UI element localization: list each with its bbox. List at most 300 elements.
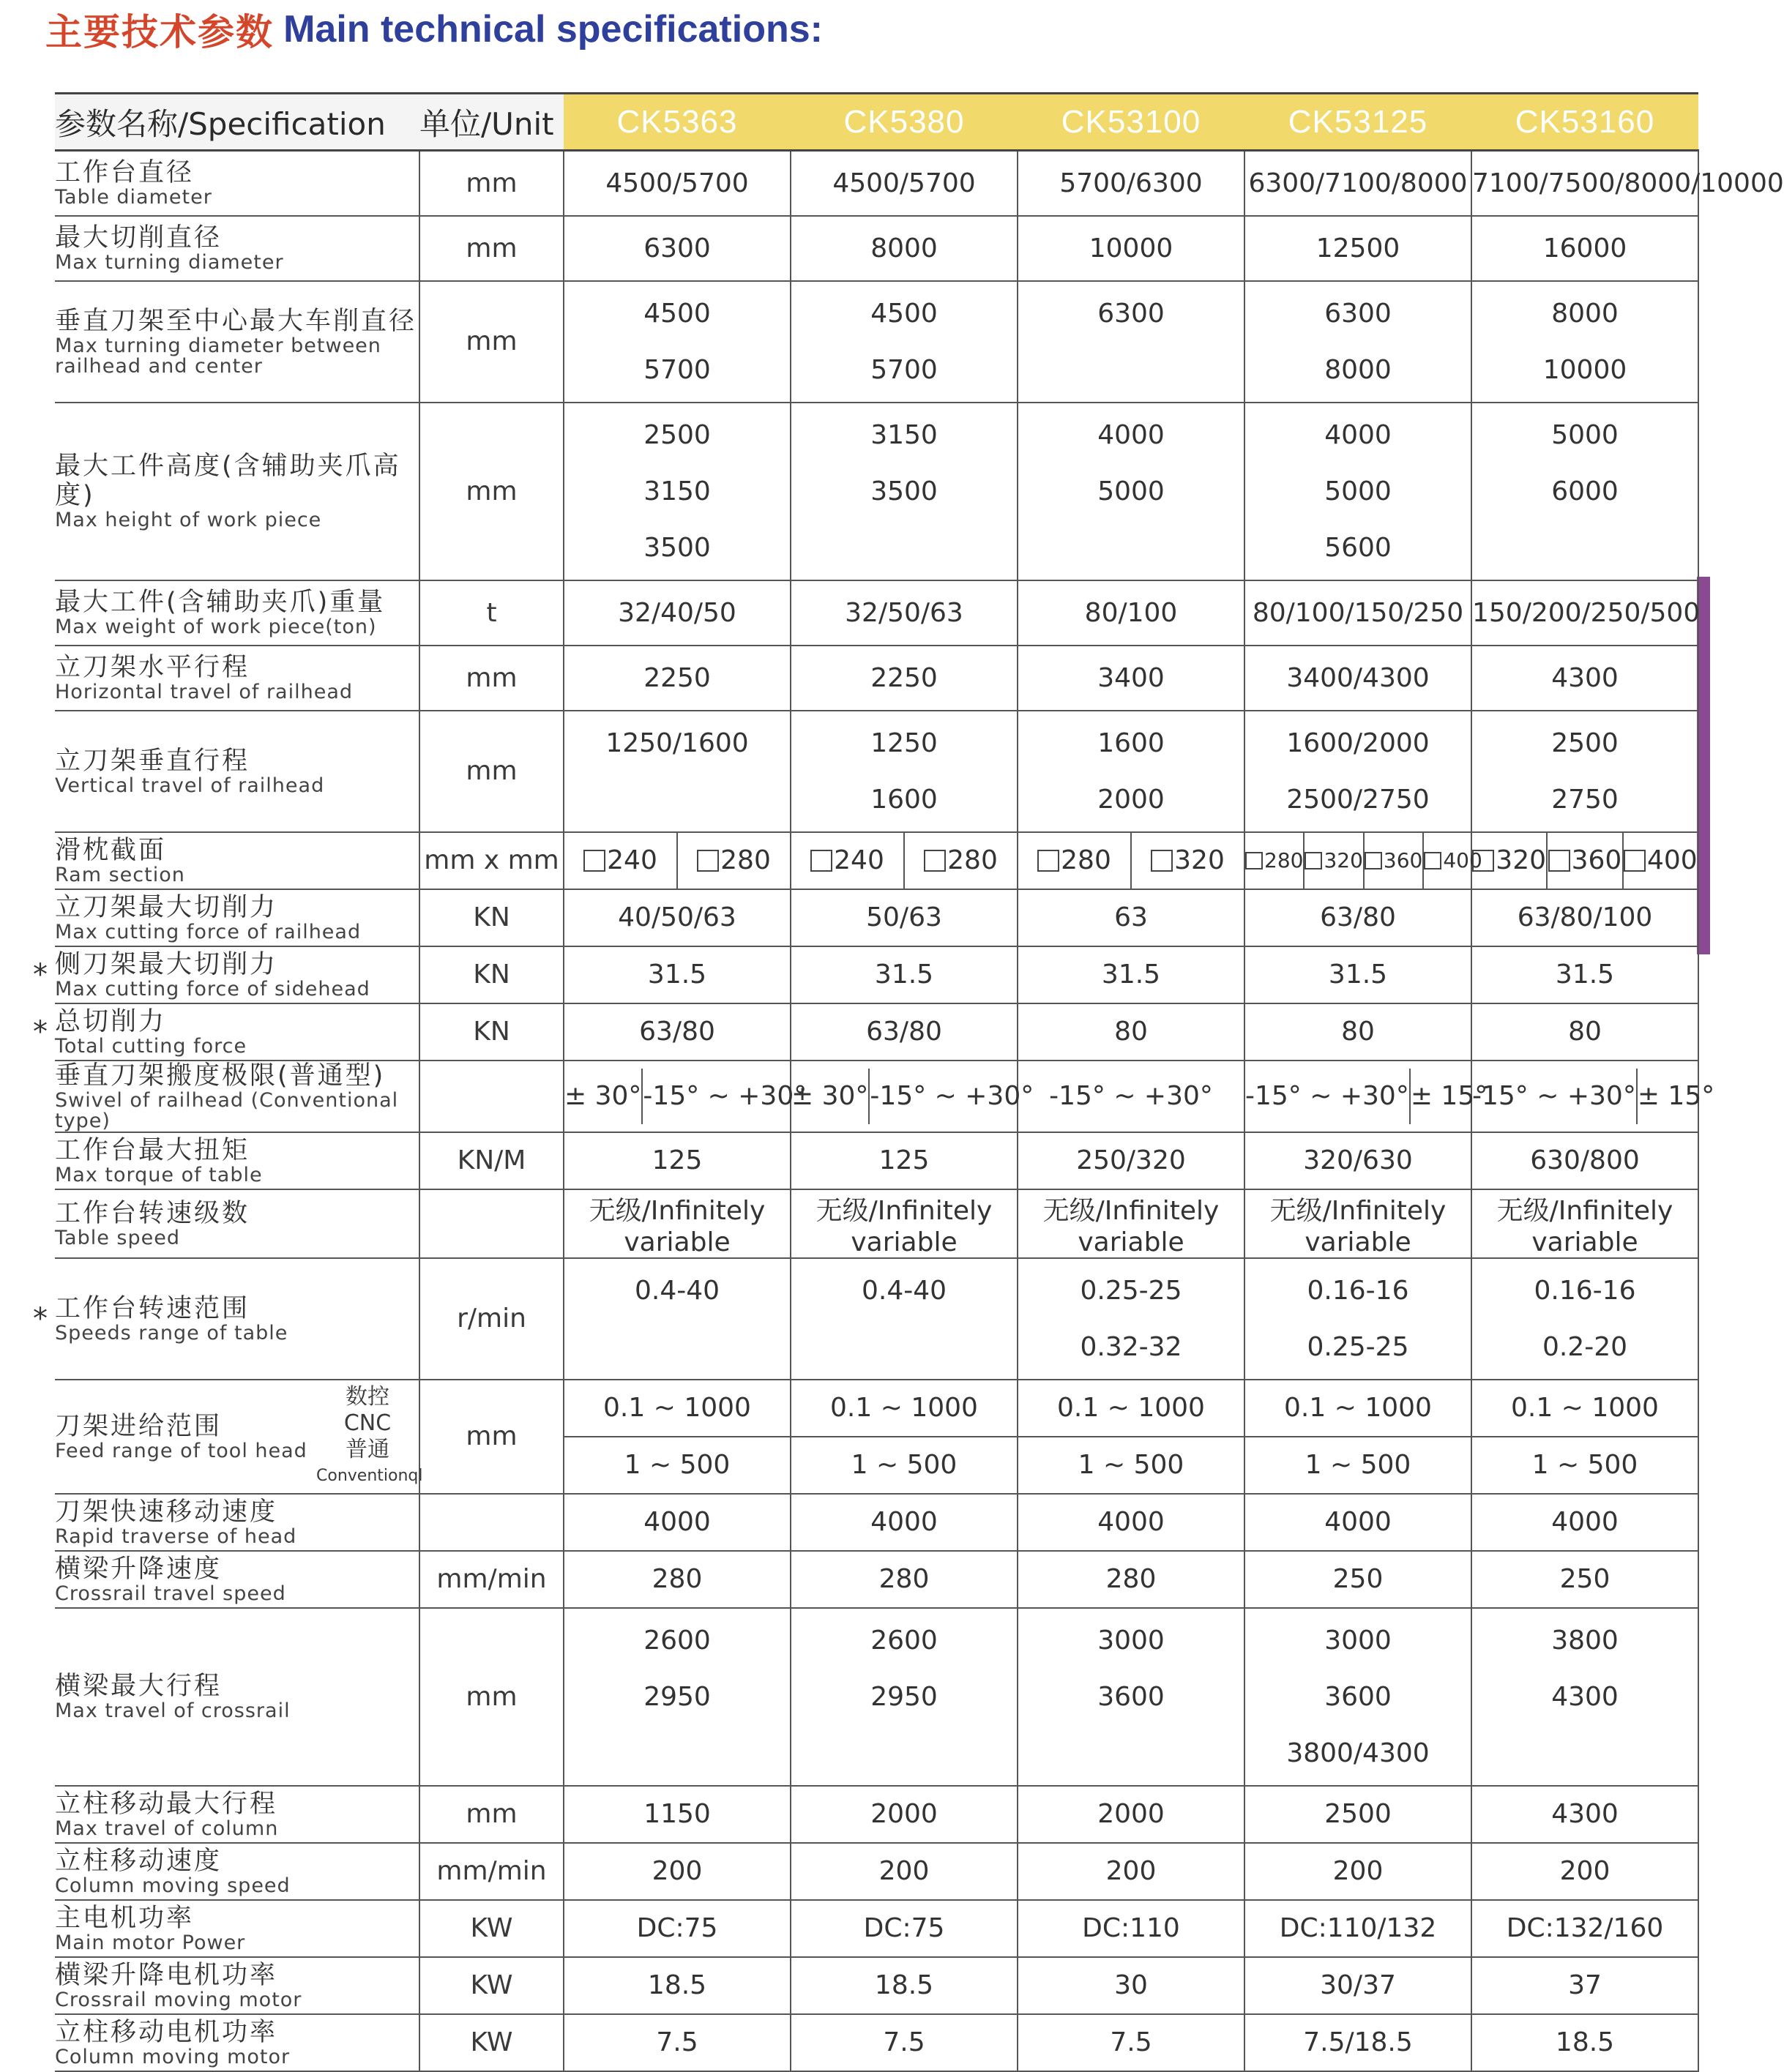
value-cell — [1244, 646, 1471, 711]
value-cell: 4000 — [1244, 1494, 1471, 1551]
feed-value: 1 ~ 500 — [791, 1436, 1017, 1493]
value-line: 3600 — [1097, 1681, 1165, 1712]
spec-name-en: Ram section — [55, 863, 185, 886]
ram-option — [1018, 833, 1130, 889]
spec-name-en: Max travel of column — [55, 1817, 279, 1840]
ram-split — [1245, 833, 1482, 889]
spec-name — [55, 1061, 419, 1132]
unit-cell: mm — [419, 1608, 564, 1786]
ram-option — [1303, 833, 1362, 889]
table-row — [55, 946, 1698, 1003]
unit-cell: KW — [419, 1957, 564, 2014]
title-english: Main technical specifications: — [283, 8, 823, 51]
value-cell — [564, 1380, 791, 1494]
value-line: 0.25-25 — [1307, 1331, 1409, 1362]
swivel-value: -15° ~ +30° — [1049, 1081, 1213, 1111]
value-line: 3600 — [1324, 1681, 1392, 1712]
value-cell — [1018, 281, 1244, 403]
table-row — [55, 711, 1698, 832]
unit-cell: mm — [419, 711, 564, 832]
value-line: 8000 — [1324, 354, 1392, 385]
table-row-ram — [55, 832, 1698, 889]
value-line: 2500 — [643, 419, 711, 450]
spec-name-en: Max torque of table — [55, 1163, 263, 1186]
ram-value: 320 — [1496, 845, 1547, 875]
swivel-split — [1472, 1069, 1715, 1124]
value-cell: 7.5 — [1018, 2014, 1244, 2071]
value-line: 5000 — [1551, 419, 1619, 450]
spec-name-en: Feed range of tool head — [55, 1439, 307, 1462]
value-cell: 18.5 — [1471, 2014, 1698, 2071]
spec-name-zh: 立柱移动最大行程 — [55, 1789, 278, 1819]
spec-name-en: Total cutting force — [55, 1034, 247, 1058]
unit-cell: mm — [419, 281, 564, 403]
value-cell — [1471, 580, 1701, 646]
value-cell: DC:75 — [791, 1900, 1018, 1957]
value-line: 8000 — [1551, 298, 1619, 329]
unit-cell: mm — [419, 403, 564, 580]
value-cell: 18.5 — [791, 1957, 1018, 2014]
unit-cell: r/min — [419, 1258, 564, 1380]
value-cell — [564, 1258, 791, 1380]
table-row — [55, 1900, 1698, 1957]
value-cell — [1244, 151, 1471, 216]
swivel-value: ± 15° — [1409, 1069, 1488, 1124]
spec-name-zh: 立刀架垂直行程 — [55, 746, 250, 776]
spec-name-en: Column moving motor — [55, 2045, 291, 2068]
value-cell: 4000 — [1018, 1494, 1244, 1551]
unit-cell: KW — [419, 2014, 564, 2071]
value-cell: 30 — [1018, 1957, 1244, 2014]
spec-name-en: Max cutting force of sidehead — [55, 977, 370, 1001]
tag-conv-zh: 普通 — [346, 1436, 389, 1462]
spec-name-zh: 滑枕截面 — [55, 835, 167, 865]
value-cell — [1244, 580, 1471, 646]
value-line: 0.25-25 — [1080, 1275, 1182, 1306]
value-cell: DC:132/160 — [1471, 1900, 1698, 1957]
feed-type-tags — [316, 1383, 423, 1489]
value-cell: 280 — [1018, 1551, 1244, 1608]
feed-value: 0.1 ~ 1000 — [1057, 1392, 1205, 1423]
value-cell: 37 — [1471, 1957, 1698, 2014]
spec-name-en: Max weight of work piece(ton) — [55, 616, 377, 638]
value-cell — [1018, 1380, 1244, 1494]
value-cell: 4000 — [564, 1494, 791, 1551]
spec-name — [55, 1494, 419, 1551]
value-line: 0.4-40 — [634, 1275, 720, 1306]
tag-cnc-zh: 数控 — [346, 1383, 389, 1410]
value-line — [791, 520, 1017, 576]
feed-value: 1 ~ 500 — [564, 1436, 790, 1493]
value-cell — [1471, 281, 1698, 403]
spec-name-en: Crossrail moving motor — [55, 1988, 302, 2011]
value-cell — [1018, 216, 1244, 281]
spec-name-zh: 立刀架水平行程 — [55, 653, 250, 682]
value-cell — [564, 1608, 791, 1786]
value-line: 6300 — [1324, 298, 1392, 329]
ram-value: 280 — [947, 845, 998, 875]
table-row — [55, 646, 1698, 711]
value-line: 0.2-20 — [1542, 1331, 1628, 1362]
spec-name-en: Swivel of railhead (Conventional type) — [55, 1088, 399, 1132]
tag-conv-en: Conventionql — [316, 1466, 423, 1485]
unit-cell: t — [419, 580, 564, 646]
feed-value: 1 ~ 500 — [1472, 1436, 1698, 1493]
spec-name — [55, 832, 419, 889]
value-cell: 31.5 — [1471, 946, 1698, 1003]
value-line: 16000 — [1542, 233, 1627, 263]
unit-cell: mm — [419, 646, 564, 711]
spec-name-en: Max cutting force of railhead — [55, 920, 362, 943]
value-cell — [791, 646, 1018, 711]
value-line: 2250 — [643, 662, 711, 693]
value-line: 5700 — [870, 354, 938, 385]
ram-value: 280 — [1061, 845, 1111, 875]
value-line: 3400/4300 — [1286, 662, 1430, 693]
value-cell: 250 — [1471, 1551, 1698, 1608]
ram-value: 280 — [720, 845, 771, 875]
spec-name-en: Speeds range of table — [55, 1321, 288, 1344]
value-line: 6300 — [643, 233, 711, 263]
value-cell: 7.5 — [564, 2014, 791, 2071]
value-line: 5000 — [1324, 476, 1392, 506]
square-icon — [1305, 852, 1322, 869]
header-model: CK53160 — [1471, 94, 1698, 151]
spec-name-zh: 总切削力 — [55, 1006, 167, 1036]
spec-name — [55, 281, 419, 403]
value-cell: DC:110/132 — [1244, 1900, 1471, 1957]
value-cell — [564, 580, 791, 646]
value-cell: 80 — [1018, 1003, 1244, 1061]
value-cell: 63/80 — [564, 1003, 791, 1061]
spec-name-zh: 刀架快速移动速度 — [55, 1497, 278, 1527]
value-cell: 7.5 — [791, 2014, 1018, 2071]
value-cell: 31.5 — [791, 946, 1018, 1003]
spec-name-en: Max height of work piece — [55, 509, 322, 531]
value-cell — [1018, 1608, 1244, 1786]
value-cell — [791, 216, 1018, 281]
value-line: 3000 — [1324, 1625, 1392, 1656]
tag-cnc-en: CNC — [343, 1410, 392, 1436]
value-line: 3150 — [643, 476, 711, 506]
spec-name-zh: 垂直刀架搬度极限(普通型) — [55, 1061, 386, 1091]
value-cell — [1244, 403, 1471, 580]
value-cell — [564, 151, 791, 216]
header-spec: 参数名称/Specification — [55, 94, 419, 151]
value-line: 0.16-16 — [1534, 1275, 1636, 1306]
value-line: 4500 — [643, 298, 711, 329]
spec-name-zh: 刀架进给范围 — [55, 1411, 223, 1441]
table-row — [55, 1003, 1698, 1061]
value-line — [564, 1319, 790, 1375]
value-cell — [564, 832, 791, 889]
spec-name — [55, 1189, 419, 1258]
spec-name-en: Table speed — [55, 1226, 180, 1249]
value-line: 12500 — [1315, 233, 1400, 263]
value-line: 2750 — [1551, 784, 1619, 815]
table-row — [55, 1786, 1698, 1843]
value-cell: 4000 — [1471, 1494, 1698, 1551]
value-line: 4000 — [1324, 419, 1392, 450]
value-cell: 250/320 — [1018, 1132, 1244, 1189]
unit-cell: mm — [419, 151, 564, 216]
ram-value: 280 — [1264, 848, 1304, 872]
spec-name-zh: 立柱移动速度 — [55, 1846, 223, 1876]
value-cell: 2500 — [1244, 1786, 1471, 1843]
feed-value: 0.1 ~ 1000 — [603, 1392, 751, 1423]
value-cell — [791, 1608, 1018, 1786]
value-line: 4000 — [1097, 419, 1165, 450]
spec-name-en: Crossrail travel speed — [55, 1582, 286, 1605]
value-cell: 4300 — [1471, 1786, 1698, 1843]
table-row — [55, 2014, 1698, 2071]
spec-name — [55, 711, 419, 832]
ram-split — [791, 833, 1017, 889]
square-icon — [1365, 852, 1382, 869]
spec-name — [33, 1003, 419, 1061]
value-cell — [1471, 1061, 1715, 1132]
ram-option — [564, 833, 676, 889]
value-cell — [564, 281, 791, 403]
ram-value: 240 — [607, 845, 657, 875]
value-line: 2950 — [643, 1681, 711, 1712]
value-cell — [791, 1061, 1034, 1132]
swivel-value: ± 30° — [791, 1081, 869, 1111]
value-cell: 无级/Infinitely variable — [1471, 1189, 1698, 1258]
unit-cell: KN/M — [419, 1132, 564, 1189]
value-cell: 63/80 — [1244, 889, 1471, 946]
ram-option — [791, 833, 903, 889]
value-cell: 2000 — [791, 1786, 1018, 1843]
unit-cell: KN — [419, 1003, 564, 1061]
spec-name-en: Max turning diameter — [55, 251, 284, 274]
value-cell: 31.5 — [1244, 946, 1471, 1003]
spec-name — [55, 1957, 419, 2014]
spec-name-zh: 工作台直径 — [55, 158, 195, 188]
feed-name-main — [55, 1412, 316, 1462]
feed-name-wrap — [55, 1383, 423, 1489]
spec-name-zh: 立柱移动电机功率 — [55, 2017, 278, 2047]
value-line: 6000 — [1551, 476, 1619, 506]
spec-name-en: Max turning diameter between railhead and center — [55, 334, 381, 378]
feed-value: 0.1 ~ 1000 — [1511, 1392, 1659, 1423]
value-cell: 无级/Infinitely variable — [1244, 1189, 1471, 1258]
spec-name — [55, 889, 419, 946]
value-cell — [1018, 580, 1244, 646]
value-cell: 125 — [791, 1132, 1018, 1189]
value-cell: 630/800 — [1471, 1132, 1698, 1189]
value-cell: DC:75 — [564, 1900, 791, 1957]
header-model: CK5380 — [791, 94, 1018, 151]
swivel-value: -15° ~ +30° — [868, 1069, 1034, 1124]
value-cell: 63/80/100 — [1471, 889, 1698, 946]
value-line: 4300 — [1551, 662, 1619, 693]
square-icon — [1624, 850, 1646, 872]
square-icon — [1548, 850, 1570, 872]
swivel-value: -15° ~ +30° — [1245, 1081, 1409, 1111]
value-cell — [1471, 151, 1784, 216]
spec-name-zh: 最大工件(含辅助夹爪)重量 — [55, 588, 386, 617]
value-cell — [1018, 832, 1244, 889]
value-cell: 250 — [1244, 1551, 1471, 1608]
value-cell: 31.5 — [1018, 946, 1244, 1003]
value-line — [564, 1725, 790, 1781]
value-cell: 200 — [1244, 1843, 1471, 1900]
unit-cell: KN — [419, 946, 564, 1003]
value-line: 0.16-16 — [1307, 1275, 1409, 1306]
value-line: 6300/7100/8000 — [1248, 168, 1468, 198]
ram-split — [1018, 833, 1244, 889]
value-cell — [1471, 1608, 1698, 1786]
square-icon — [1037, 850, 1059, 872]
value-line: 4500/5700 — [605, 168, 749, 198]
ram-value: 400 — [1646, 845, 1698, 875]
square-icon — [583, 850, 605, 872]
square-icon — [810, 850, 832, 872]
swivel-split — [1245, 1069, 1488, 1124]
table-row — [55, 403, 1698, 580]
table-row — [55, 1132, 1698, 1189]
header-model: CK53100 — [1018, 94, 1244, 151]
value-cell — [1471, 711, 1698, 832]
value-cell — [1244, 216, 1471, 281]
value-cell: 200 — [791, 1843, 1018, 1900]
value-cell — [1244, 1061, 1488, 1132]
value-cell: 1150 — [564, 1786, 791, 1843]
value-cell: 4000 — [791, 1494, 1018, 1551]
value-cell — [1244, 832, 1482, 889]
table-row — [55, 580, 1698, 646]
unit-cell: mm/min — [419, 1551, 564, 1608]
unit-cell — [419, 1189, 564, 1258]
ram-option — [903, 833, 1017, 889]
spec-name — [55, 1608, 419, 1786]
feed-value: 1 ~ 500 — [1245, 1436, 1471, 1493]
ram-value: 360 — [1571, 845, 1622, 875]
header-unit: 单位/Unit — [419, 94, 564, 151]
value-line: 2600 — [870, 1625, 938, 1656]
spec-name-zh: 工作台转速范围 — [55, 1293, 250, 1323]
value-cell — [1018, 1258, 1244, 1380]
square-icon — [1424, 852, 1441, 869]
value-line: 8000 — [870, 233, 938, 263]
title-chinese: 主要技术参数 — [45, 11, 274, 53]
value-line: 80/100 — [1084, 597, 1178, 628]
ram-value: 320 — [1324, 848, 1363, 872]
value-line: 3150 — [870, 419, 938, 450]
spec-name-en: Horizontal travel of railhead — [55, 681, 354, 703]
value-line: 2600 — [643, 1625, 711, 1656]
swivel-split — [1018, 1069, 1244, 1124]
value-line: 4500/5700 — [832, 168, 976, 198]
spec-name-en: Main motor Power — [55, 1931, 246, 1954]
value-cell — [1018, 403, 1244, 580]
note-star: * — [33, 957, 48, 992]
value-cell — [791, 1258, 1018, 1380]
spec-name — [55, 1843, 419, 1900]
value-line — [1018, 342, 1244, 398]
value-cell: 30/37 — [1244, 1957, 1471, 2014]
table-row — [55, 889, 1698, 946]
value-cell — [1244, 1258, 1471, 1380]
value-line: 5600 — [1324, 532, 1392, 563]
value-line: 1600 — [1097, 728, 1165, 758]
square-icon — [697, 850, 719, 872]
spec-name-zh: 横梁升降电机功率 — [55, 1960, 278, 1990]
value-cell — [1471, 216, 1698, 281]
value-line: 1600 — [870, 784, 938, 815]
feed-value: 0.1 ~ 1000 — [830, 1392, 978, 1423]
spec-name-zh: 立刀架最大切削力 — [55, 892, 278, 922]
value-line — [791, 1725, 1017, 1781]
ram-value: 360 — [1383, 848, 1423, 872]
value-line: 2500 — [1551, 728, 1619, 758]
value-line — [1018, 1725, 1244, 1781]
spec-name — [33, 946, 419, 1003]
value-cell: 40/50/63 — [564, 889, 791, 946]
value-cell: 2000 — [1018, 1786, 1244, 1843]
value-cell: 7.5/18.5 — [1244, 2014, 1471, 2071]
ram-split — [564, 833, 790, 889]
table-body — [33, 151, 1784, 2071]
value-cell: 63/80 — [791, 1003, 1018, 1061]
spec-name — [55, 580, 419, 646]
value-cell: 200 — [1471, 1843, 1698, 1900]
table-row — [55, 1189, 1698, 1258]
feed-value: 0.1 ~ 1000 — [1284, 1392, 1432, 1423]
value-line: 7100/7500/8000/10000 — [1472, 168, 1784, 198]
spec-name — [55, 2014, 419, 2071]
value-cell — [564, 646, 791, 711]
value-cell: 无级/Infinitely variable — [564, 1189, 791, 1258]
ram-value: 400 — [1443, 848, 1482, 872]
value-cell: 320/630 — [1244, 1132, 1471, 1189]
value-line: 3800 — [1551, 1625, 1619, 1656]
value-cell — [1471, 1380, 1698, 1494]
ram-option — [1546, 833, 1621, 889]
spec-name-en: Max travel of crossrail — [55, 1699, 291, 1722]
table-row — [55, 281, 1698, 403]
square-icon — [924, 850, 946, 872]
value-cell — [1018, 711, 1244, 832]
value-cell — [1244, 711, 1471, 832]
square-icon — [1151, 850, 1173, 872]
value-cell — [1244, 1608, 1471, 1786]
value-cell: 18.5 — [564, 1957, 791, 2014]
value-cell — [1471, 1258, 1698, 1380]
ram-value: 320 — [1174, 845, 1225, 875]
value-line: 2250 — [870, 662, 938, 693]
value-line: 2500/2750 — [1286, 784, 1430, 815]
value-cell — [1471, 832, 1698, 889]
value-line: 10000 — [1542, 354, 1627, 385]
value-line: 1250 — [870, 728, 938, 758]
unit-cell: mm — [419, 1786, 564, 1843]
note-star: * — [33, 1014, 48, 1049]
value-cell: 50/63 — [791, 889, 1018, 946]
unit-cell: mm x mm — [419, 832, 564, 889]
table-row — [55, 151, 1698, 216]
value-cell: DC:110 — [1018, 1900, 1244, 1957]
value-line: 1600/2000 — [1286, 728, 1430, 758]
swivel-value: ± 30° — [564, 1081, 642, 1111]
table-header-row — [55, 94, 1698, 151]
value-line: 150/200/250/500 — [1472, 597, 1701, 628]
value-cell: 63 — [1018, 889, 1244, 946]
unit-cell: KN — [419, 889, 564, 946]
spec-name — [55, 403, 419, 580]
spec-name — [55, 1551, 419, 1608]
